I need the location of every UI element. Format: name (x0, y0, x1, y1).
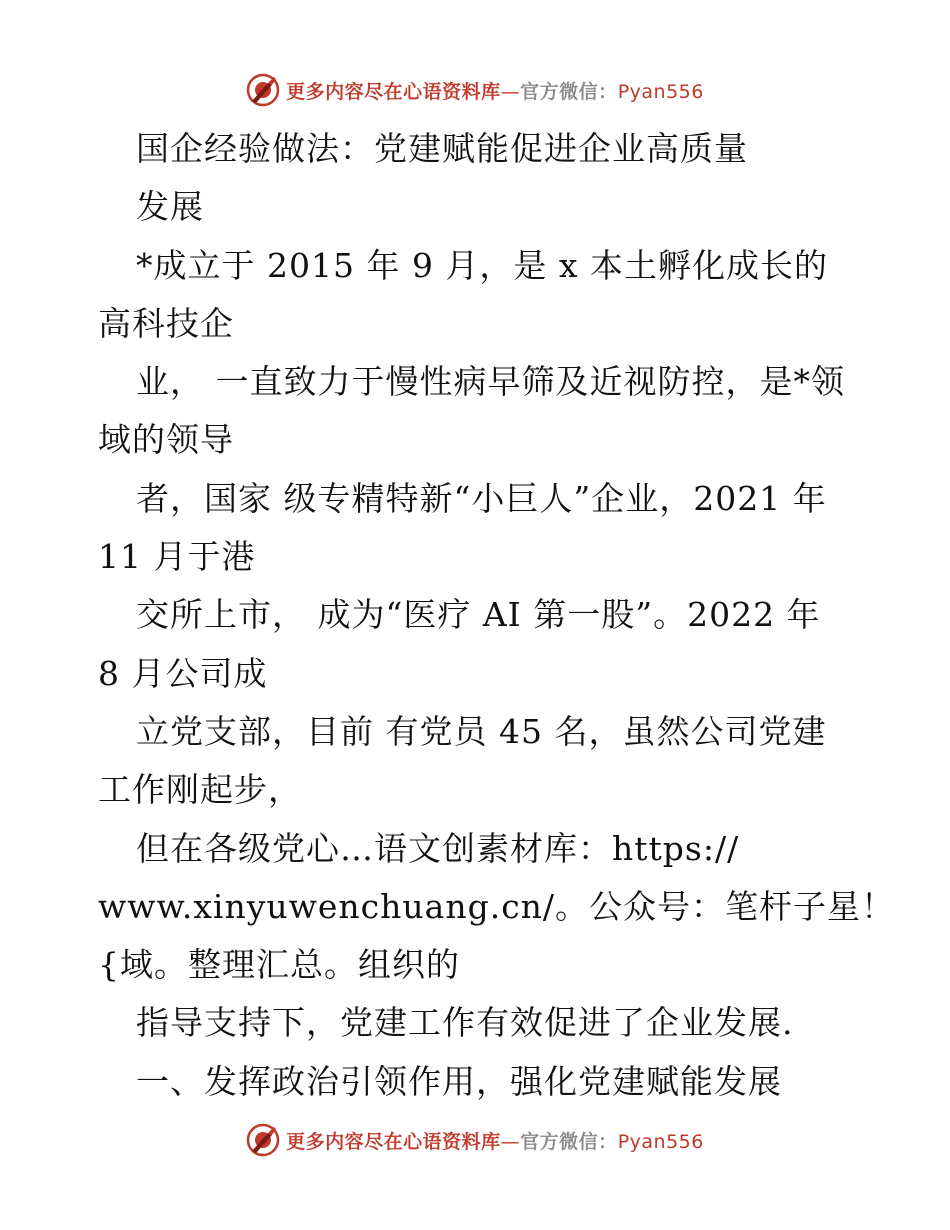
body-line: 者，国家 级专精特新“小巨人”企业，2021 年 (136, 478, 827, 518)
pen-logo-icon (246, 73, 280, 107)
body-line: 业， 一直致力于慢性病早筛及近视防控，是*领 (136, 362, 845, 402)
document-body (98, 120, 896, 1111)
body-line: 立党支部，目前 有党员 45 名，虽然公司党建 (136, 711, 827, 751)
watermark-brand: 更多内容尽在心语资料库 (286, 80, 501, 103)
body-line: 工作刚起步， (98, 770, 302, 810)
header-watermark-banner (0, 70, 950, 110)
watermark-text (286, 1127, 704, 1154)
watermark-wechat-label: 官方微信： (520, 1130, 618, 1153)
body-line: 指导支持下，党建工作有效促进了企业发展. (136, 1003, 794, 1043)
section-heading: 一、发挥政治引领作用，强化党建赋能发展 (136, 1061, 782, 1101)
body-line: *成立于 2015 年 9 月，是 x 本土孵化成长的 (136, 245, 829, 285)
watermark-dash: — (500, 1130, 521, 1153)
footer-watermark-banner (0, 1120, 950, 1160)
body-line: 域的领导 (98, 420, 234, 460)
body-line: 11 月于港 (98, 537, 256, 577)
body-line-url: www.xinyuwenchuang.cn/。公众号：笔杆子星！ (98, 886, 896, 926)
body-line: {域。整理汇总。组织的 (98, 945, 460, 985)
body-line: 交所上市， 成为“医疗 AI 第一股”。2022 年 (136, 595, 821, 635)
watermark-wechat-id: Pyan556 (617, 80, 704, 103)
pen-logo-icon (246, 1123, 280, 1157)
watermark-dash: — (500, 80, 521, 103)
watermark-wechat-label: 官方微信： (520, 80, 618, 103)
title-line-1: 国企经验做法：党建赋能促进企业高质量 (136, 129, 748, 168)
body-line: 但在各级党心…语文创素材库：https:// (136, 828, 740, 868)
body-line: 高科技企 (98, 303, 234, 343)
watermark-brand: 更多内容尽在心语资料库 (286, 1130, 501, 1153)
watermark-wechat-id: Pyan556 (617, 1130, 704, 1153)
title-line-2: 发展 (136, 187, 204, 227)
watermark-text (286, 77, 704, 104)
body-line: 8 月公司成 (98, 653, 268, 693)
